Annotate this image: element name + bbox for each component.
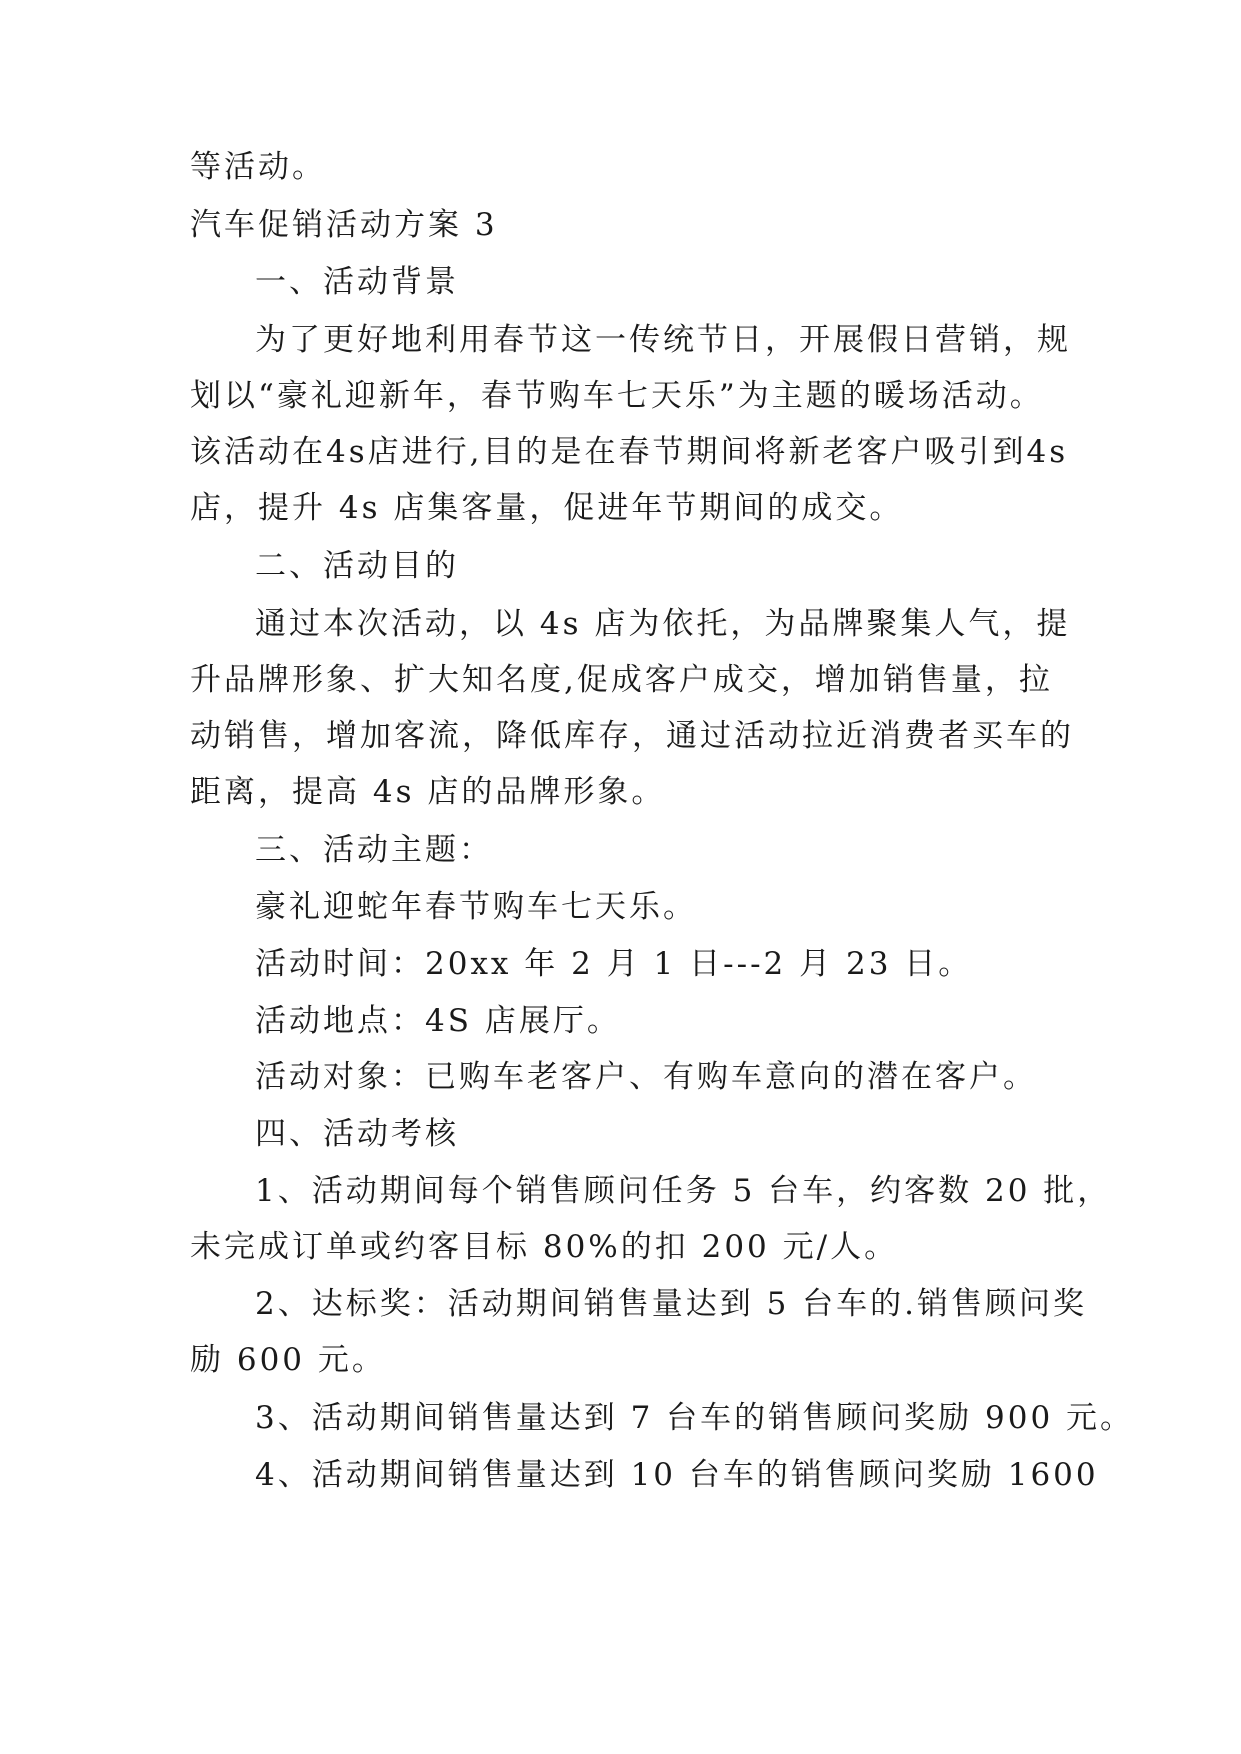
text-line: 励 600 元。 [190, 1342, 386, 1378]
heading-assessment: 四、活动考核 [255, 1116, 459, 1152]
text-line: 该活动在4s店进行,目的是在春节期间将新老客户吸引到4s [190, 434, 1069, 470]
text-line: 动销售，增加客流，降低库存，通过活动拉近消费者买车的 [190, 718, 1074, 754]
text-line: 通过本次活动，以 4s 店为依托，为品牌聚集人气，提 [255, 606, 1071, 642]
text-line: 2、达标奖：活动期间销售量达到 5 台车的.销售顾问奖 [255, 1286, 1088, 1322]
text-line: 活动地点：4S 店展厅。 [255, 1003, 621, 1039]
text-line: 升品牌形象、扩大知名度,促成客户成交，增加销售量，拉 [190, 662, 1053, 698]
text-line: 划以“豪礼迎新年，春节购车七天乐”为主题的暖场活动。 [190, 378, 1044, 414]
text-line: 活动时间：20xx 年 2 月 1 日---2 月 23 日。 [255, 946, 973, 982]
text-line: 4、活动期间销售量达到 10 台车的销售顾问奖励 1600 [255, 1457, 1099, 1493]
text-line: 1、活动期间每个销售顾问任务 5 台车，约客数 20 批， [255, 1173, 1112, 1209]
section-title: 汽车促销活动方案 3 [190, 207, 498, 243]
text-line: 3、活动期间销售量达到 7 台车的销售顾问奖励 900 元。 [255, 1400, 1135, 1436]
text-line: 距离，提高 4s 店的品牌形象。 [190, 774, 666, 810]
text-line: 活动对象：已购车老客户、有购车意向的潜在客户。 [255, 1059, 1037, 1095]
heading-purpose: 二、活动目的 [255, 548, 459, 584]
text-line: 未完成订单或约客目标 80%的扣 200 元/人。 [190, 1229, 899, 1265]
text-line: 为了更好地利用春节这一传统节日，开展假日营销，规 [255, 322, 1071, 358]
text-line: 等活动。 [190, 149, 326, 185]
text-line: 豪礼迎蛇年春节购车七天乐。 [255, 889, 697, 925]
heading-theme: 三、活动主题： [255, 832, 493, 868]
text-line: 店，提升 4s 店集客量，促进年节期间的成交。 [190, 490, 904, 526]
heading-background: 一、活动背景 [255, 264, 459, 300]
